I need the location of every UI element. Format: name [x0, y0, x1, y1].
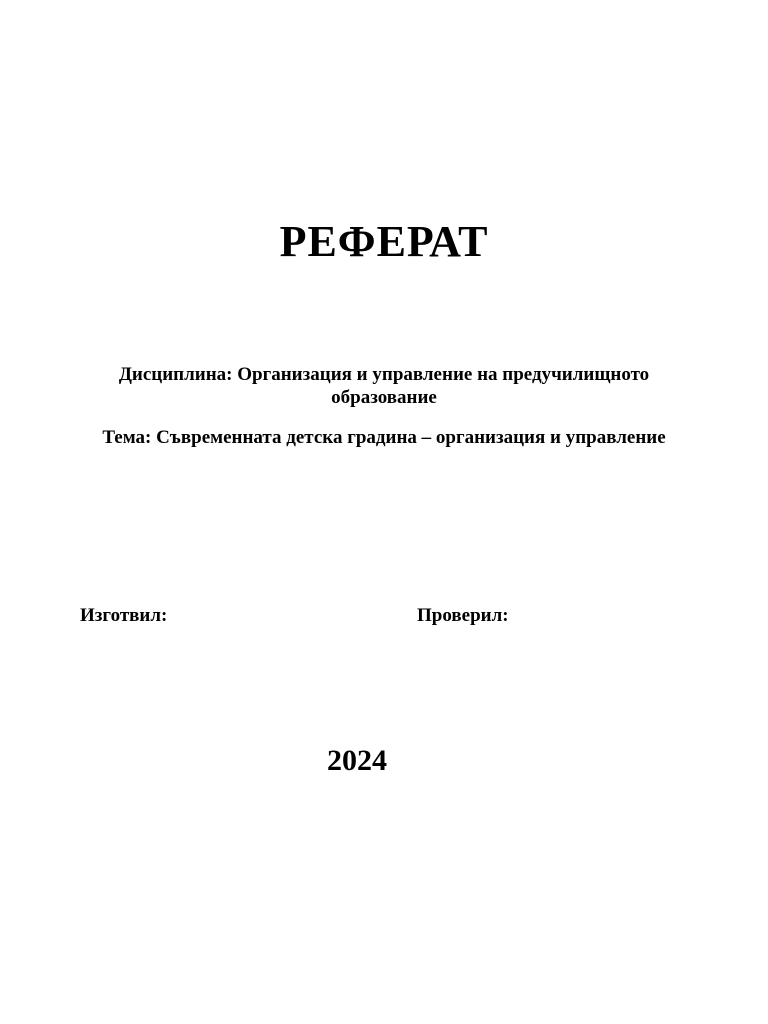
- discipline-line: Дисциплина: Организация и управление на предучилищното образование: [118, 364, 650, 408]
- document-title: РЕФЕРАТ: [279, 217, 489, 266]
- checked-by-label: Проверил:: [417, 605, 509, 626]
- document-year: 2024: [327, 744, 387, 777]
- prepared-by-label: Изготвил:: [80, 605, 168, 626]
- topic-line: Тема: Съвременната детска градина – организация и управление: [102, 427, 666, 448]
